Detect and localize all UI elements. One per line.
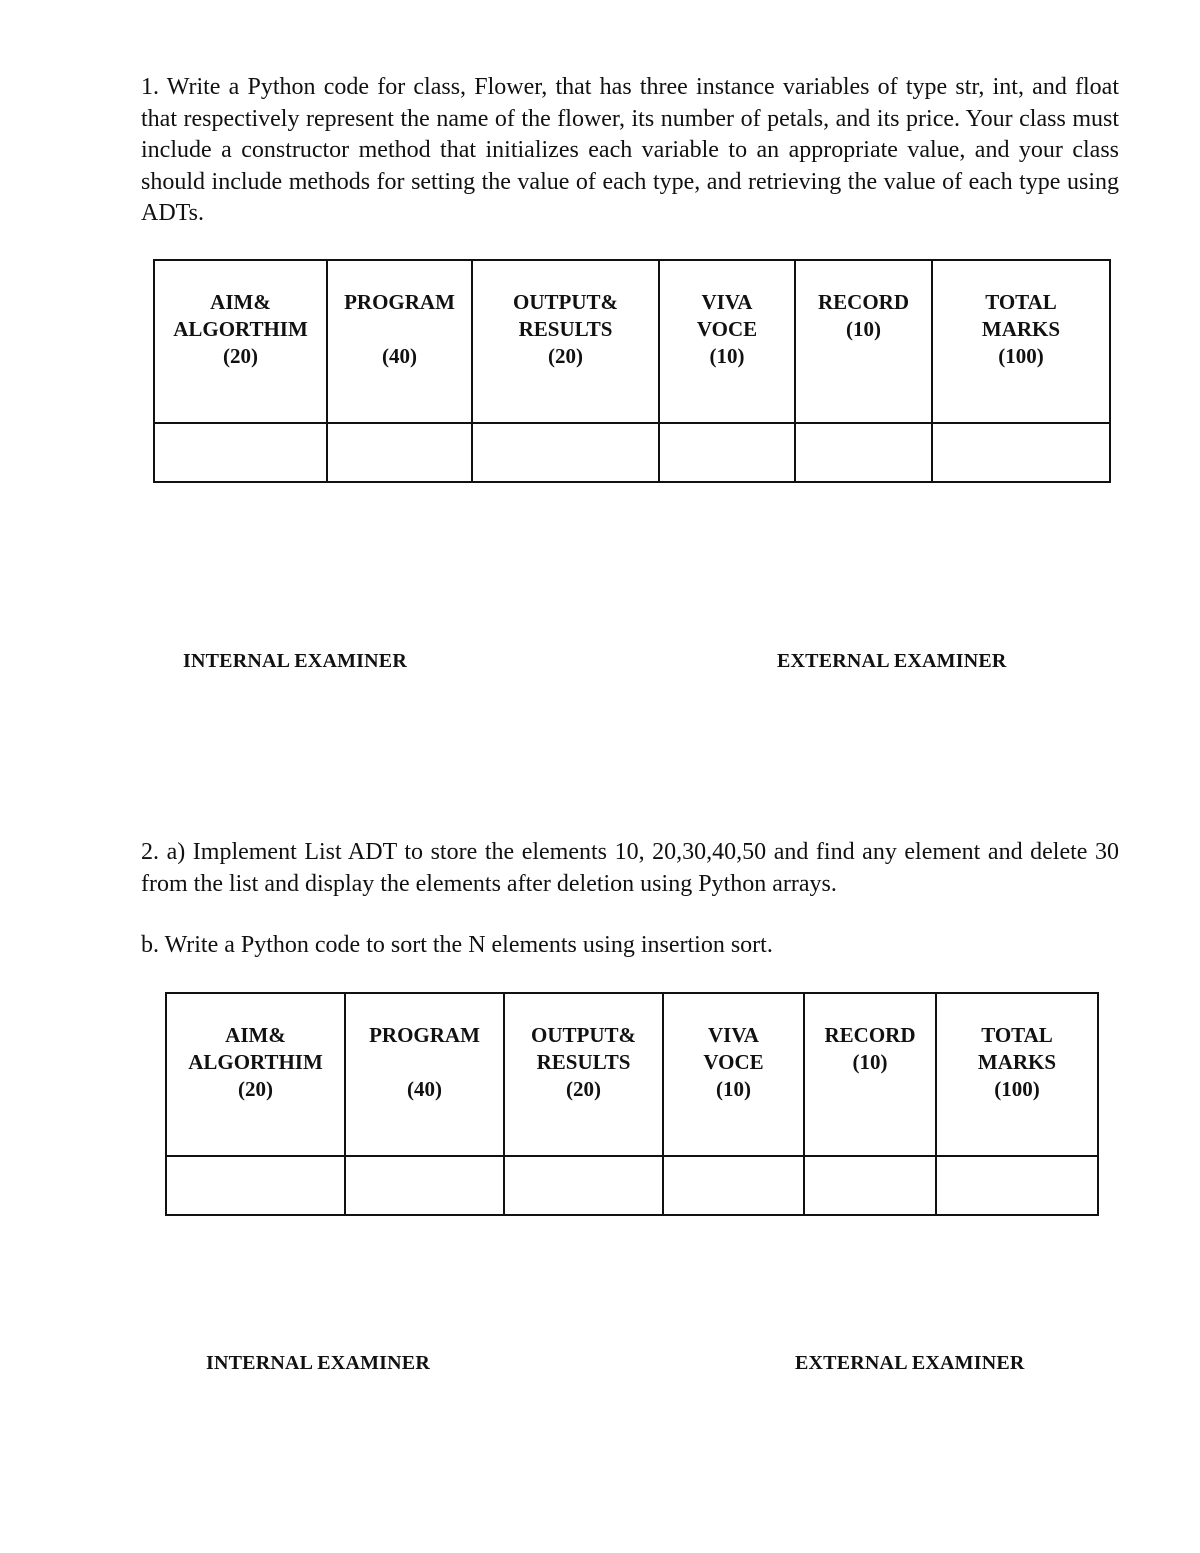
column-header-output-results: OUTPUT& RESULTS (20) — [504, 993, 663, 1156]
score-cell-total-marks[interactable] — [932, 423, 1110, 482]
score-cell-record[interactable] — [795, 423, 932, 482]
column-header-total-marks: TOTAL MARKS (100) — [936, 993, 1098, 1156]
column-header-record: RECORD (10) — [804, 993, 936, 1156]
question-2a-text: 2. a) Implement List ADT to store the elements 10, 20,30,40,50 and find any element and delete 30 from the list and display the elements after deletion using Python arrays. — [141, 839, 1119, 897]
marks-table-header-row — [154, 260, 1110, 423]
column-header-program: PROGRAM (40) — [327, 260, 472, 423]
score-cell-viva-voce[interactable] — [663, 1156, 804, 1215]
column-header-record: RECORD (10) — [795, 260, 932, 423]
external-examiner-label-2: EXTERNAL EXAMINER — [795, 1352, 1025, 1374]
marks-table-header-row — [166, 993, 1098, 1156]
score-cell-program[interactable] — [345, 1156, 504, 1215]
marks-table-2 — [165, 992, 1099, 1216]
score-cell-record[interactable] — [804, 1156, 936, 1215]
score-cell-aim-algorithm[interactable] — [154, 423, 327, 482]
marks-table-score-row — [166, 1156, 1098, 1215]
score-cell-total-marks[interactable] — [936, 1156, 1098, 1215]
external-examiner-label-1: EXTERNAL EXAMINER — [777, 650, 1007, 672]
score-cell-program[interactable] — [327, 423, 472, 482]
column-header-program: PROGRAM (40) — [345, 993, 504, 1156]
question-2b-text: b. Write a Python code to sort the N elements using insertion sort. — [141, 932, 773, 958]
column-header-viva-voce: VIVA VOCE (10) — [659, 260, 795, 423]
internal-examiner-label-1: INTERNAL EXAMINER — [183, 650, 407, 672]
score-cell-viva-voce[interactable] — [659, 423, 795, 482]
column-header-viva-voce: VIVA VOCE (10) — [663, 993, 804, 1156]
column-header-output-results: OUTPUT& RESULTS (20) — [472, 260, 659, 423]
score-cell-aim-algorithm[interactable] — [166, 1156, 345, 1215]
marks-table-score-row — [154, 423, 1110, 482]
score-cell-output-results[interactable] — [472, 423, 659, 482]
score-cell-output-results[interactable] — [504, 1156, 663, 1215]
marks-table-1 — [153, 259, 1111, 483]
column-header-aim-algorithm: AIM& ALGORTHIM (20) — [166, 993, 345, 1156]
internal-examiner-label-2: INTERNAL EXAMINER — [206, 1352, 430, 1374]
question-1-text: 1. Write a Python code for class, Flower, that has three instance variables of type str, int, and float that respectively represent the name of the flower, its number of petals, and its price. Your class must include a constructor method that initializes each variable to an appropriate value, and your class should include methods for setting the value of each type, and retrieving the value of each type using ADTs. — [141, 74, 1119, 226]
column-header-aim-algorithm: AIM& ALGORTHIM (20) — [154, 260, 327, 423]
column-header-total-marks: TOTAL MARKS (100) — [932, 260, 1110, 423]
